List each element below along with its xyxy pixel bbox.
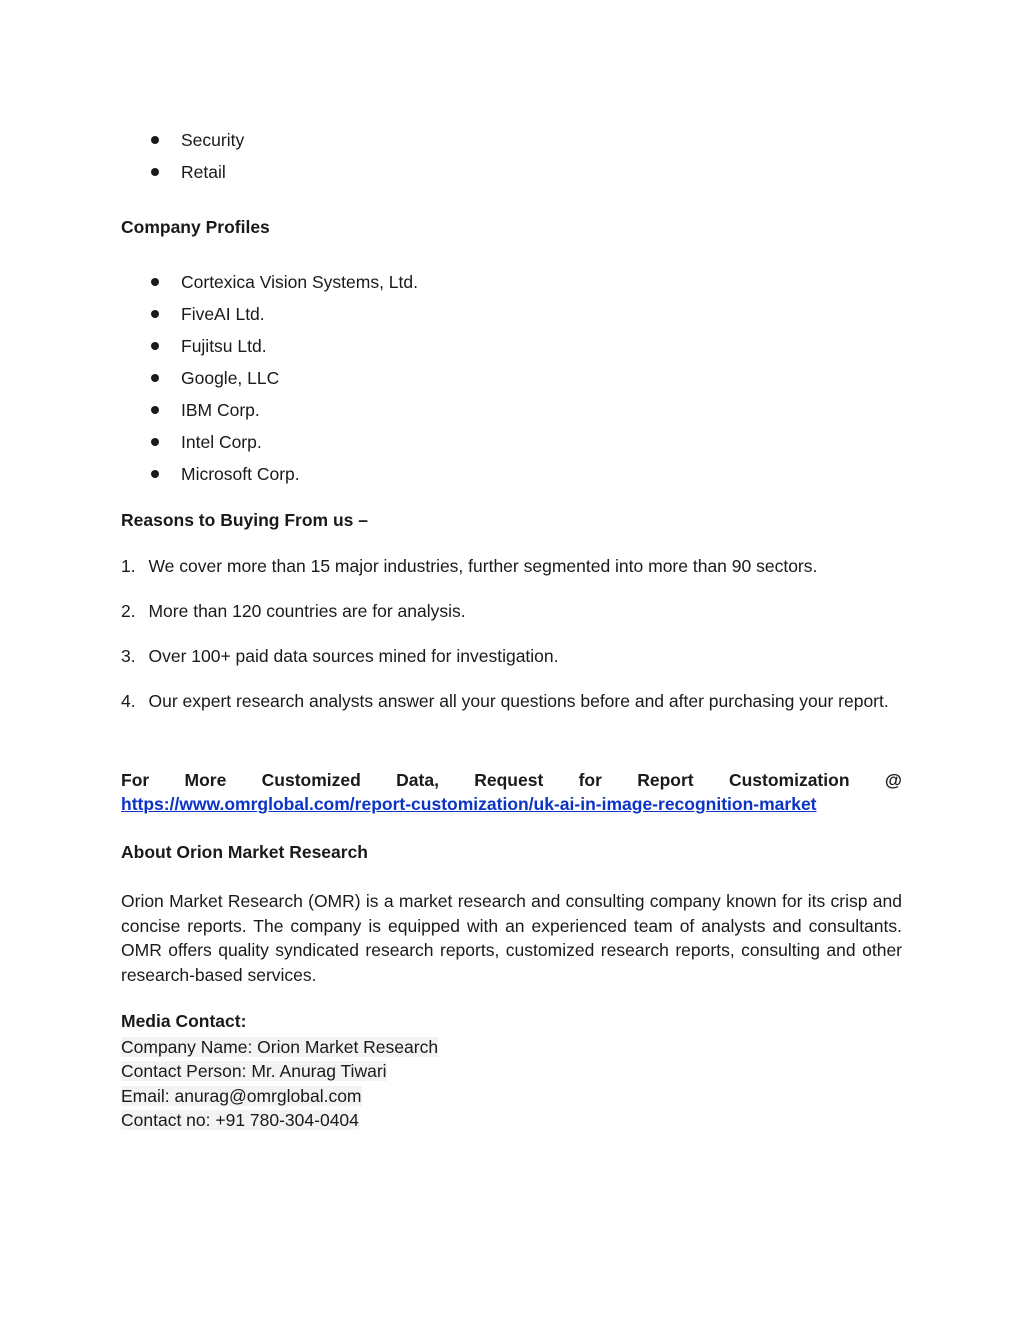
media-contact-heading: Media Contact: — [121, 1011, 247, 1031]
contact-person: Contact Person: Mr. Anurag Tiwari — [121, 1061, 387, 1081]
list-item: Cortexica Vision Systems, Ltd. — [121, 266, 418, 298]
bullet-icon — [151, 470, 159, 478]
reasons-heading: Reasons to Buying From us – — [121, 510, 368, 530]
list-item: IBM Corp. — [121, 394, 418, 426]
bullet-icon — [151, 168, 159, 176]
bullet-icon — [151, 342, 159, 350]
reason-item: 4. Our expert research analysts answer all your questions before and after purchasing your report. — [121, 691, 889, 711]
company-profiles-list — [121, 266, 418, 490]
about-heading: About Orion Market Research — [121, 842, 368, 862]
list-item: Google, LLC — [121, 362, 418, 394]
document-page — [121, 0, 902, 1325]
bullet-icon — [151, 310, 159, 318]
bullet-icon — [151, 438, 159, 446]
bullet-icon — [151, 278, 159, 286]
reason-item: 1. We cover more than 15 major industries, further segmented into more than 90 sectors. — [121, 556, 818, 576]
contact-company: Company Name: Orion Market Research — [121, 1037, 439, 1057]
reason-item: 3. Over 100+ paid data sources mined for investigation. — [121, 646, 559, 666]
about-paragraph: Orion Market Research (OMR) is a market research and consulting company known for its crisp and concise reports. The company is equipped with an experienced team of analysts and consultants. OMR offers quality syndicated research reports, customized research reports, consulting and other research-based services. — [121, 891, 902, 985]
list-item: Intel Corp. — [121, 426, 418, 458]
company-profiles-heading: Company Profiles — [121, 217, 270, 237]
bullet-icon — [151, 136, 159, 144]
bullet-icon — [151, 374, 159, 382]
list-item: FiveAI Ltd. — [121, 298, 418, 330]
contact-email: Email: anurag@omrglobal.com — [121, 1086, 362, 1106]
bullet-icon — [151, 406, 159, 414]
industry-list — [121, 124, 244, 188]
list-item: Security — [121, 124, 244, 156]
reason-item: 2. More than 120 countries are for analysis. — [121, 601, 466, 621]
list-item: Microsoft Corp. — [121, 458, 418, 490]
customization-link[interactable]: https://www.omrglobal.com/report-customization/uk-ai-in-image-recognition-market — [121, 794, 817, 814]
list-item: Fujitsu Ltd. — [121, 330, 418, 362]
list-item: Retail — [121, 156, 244, 188]
contact-phone: Contact no: +91 780-304-0404 — [121, 1110, 359, 1130]
customization-request-line: For More Customized Data, Request for Report Customization @ — [121, 770, 902, 790]
